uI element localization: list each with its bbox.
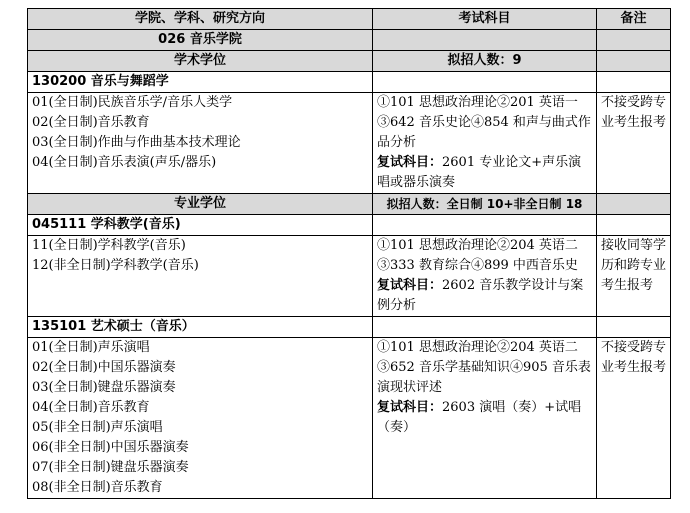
- academic-degree-row: [28, 51, 671, 72]
- direction-item: 04(全日制)音乐教育: [32, 400, 150, 415]
- academic-quota: 拟招人数：9: [373, 51, 597, 72]
- retest-text: 2601 专业论文+声乐演唱或器乐演奏: [377, 155, 582, 190]
- program-body-row: [28, 93, 671, 194]
- program-note: 不接受跨专业考生报考: [597, 93, 671, 194]
- retest-text: 2603 演唱（奏）+试唱（奏）: [377, 400, 582, 435]
- direction-item: 03(全日制)键盘乐器演奏: [32, 380, 176, 395]
- direction-item: 11(全日制)学科教学(音乐): [32, 238, 186, 253]
- retest-label: 复试科目：: [377, 155, 443, 170]
- header-direction: 学院、学科、研究方向: [28, 9, 373, 30]
- direction-item: 06(非全日制)中国乐器演奏: [32, 440, 189, 455]
- header-note: 备注: [597, 9, 671, 30]
- direction-item: 03(全日制)作曲与作曲基本技术理论: [32, 135, 241, 150]
- program-body-row: [28, 236, 671, 317]
- direction-item: 01(全日制)民族音乐学/音乐人类学: [32, 95, 233, 110]
- professional-degree-row: [28, 194, 671, 215]
- program-head-row: [28, 317, 671, 338]
- academic-label: 学术学位: [28, 51, 373, 72]
- direction-item: 12(非全日制)学科教学(音乐): [32, 258, 199, 273]
- professional-empty-note: [597, 194, 671, 215]
- program-note: 不接受跨专业考生报考: [597, 338, 671, 499]
- exam-text: ①101 思想政治理论②204 英语二③652 音乐学基础知识④905 音乐表演现状评述: [377, 340, 591, 395]
- program-head-empty: [373, 317, 597, 338]
- college-empty-exam: [373, 30, 597, 51]
- header-row: [28, 9, 671, 30]
- direction-item: 05(非全日制)声乐演唱: [32, 420, 163, 435]
- program-note: 接收同等学历和跨专业考生报考: [597, 236, 671, 317]
- exam-text: ①101 思想政治理论②201 英语一③642 音乐史论④854 和声与曲式作品分析: [377, 95, 591, 150]
- direction-item: 02(全日制)中国乐器演奏: [32, 360, 176, 375]
- program-head-row: [28, 215, 671, 236]
- program-head-empty: [373, 72, 597, 93]
- direction-list: [28, 338, 373, 499]
- college-empty-note: [597, 30, 671, 51]
- retest-label: 复试科目：: [377, 278, 443, 293]
- direction-list: [28, 236, 373, 317]
- program-head-empty-note: [597, 72, 671, 93]
- direction-item: 02(全日制)音乐教育: [32, 115, 150, 130]
- program-head-empty-note: [597, 317, 671, 338]
- direction-item: 01(全日制)声乐演唱: [32, 340, 150, 355]
- exam-subjects: [373, 236, 597, 317]
- direction-list: [28, 93, 373, 194]
- program-title: 130200 音乐与舞蹈学: [28, 72, 373, 93]
- program-title: 045111 学科教学(音乐): [28, 215, 373, 236]
- direction-item: 07(非全日制)键盘乐器演奏: [32, 460, 189, 475]
- header-exam: 考试科目: [373, 9, 597, 30]
- exam-subjects: [373, 338, 597, 499]
- professional-label: 专业学位: [28, 194, 373, 215]
- college-row: [28, 30, 671, 51]
- direction-item: 04(全日制)音乐表演(声乐/器乐): [32, 155, 217, 170]
- professional-quota: 拟招人数：全日制 10+非全日制 18: [373, 194, 597, 215]
- program-head-row: [28, 72, 671, 93]
- program-title: 135101 艺术硕士（音乐）: [28, 317, 373, 338]
- exam-subjects: [373, 93, 597, 194]
- academic-empty-note: [597, 51, 671, 72]
- retest-label: 复试科目：: [377, 400, 443, 415]
- program-body-row: [28, 338, 671, 499]
- program-head-empty: [373, 215, 597, 236]
- direction-item: 08(非全日制)音乐教育: [32, 480, 163, 495]
- retest-text: 2602 音乐教学设计与案例分析: [377, 278, 584, 313]
- program-head-empty-note: [597, 215, 671, 236]
- college-name: 026 音乐学院: [28, 30, 373, 51]
- admissions-table: [27, 8, 671, 499]
- exam-text: ①101 思想政治理论②204 英语二③333 教育综合④899 中西音乐史: [377, 238, 578, 273]
